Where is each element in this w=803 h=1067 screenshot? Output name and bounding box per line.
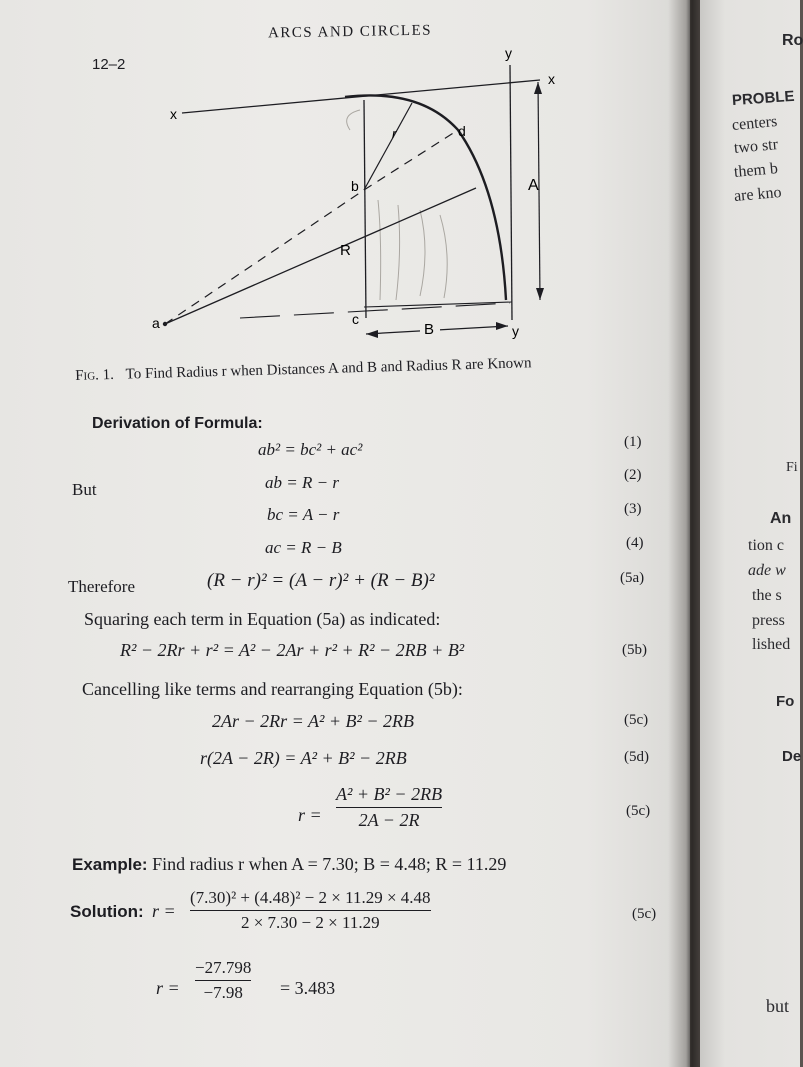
derivation-heading: Derivation of Formula: [92, 415, 263, 432]
equation-5b-number: (5b) [622, 642, 647, 658]
right-bottom-fragment: but [766, 996, 790, 1016]
solution-numerator: (7.30)² + (4.48)² − 2 × 11.29 × 4.48 [190, 888, 431, 907]
figure-caption-prefix: Fig. 1. [75, 366, 115, 384]
equation-2: ab = R − r [265, 473, 339, 492]
right-line-6: tion c [748, 537, 784, 554]
dashed-b-d [364, 130, 458, 190]
solution-fraction [190, 888, 431, 933]
right-header-fragment: Ro [782, 32, 803, 49]
x-left-label: x [170, 106, 177, 122]
equation-5e-denominator: 2A − 2R [358, 810, 420, 831]
right-line-8: the s [752, 587, 782, 604]
solution-denominator: 2 × 7.30 − 2 × 11.29 [240, 913, 380, 933]
therefore-label: Therefore [68, 577, 136, 596]
y-axis-line [510, 65, 512, 320]
but-label: But [72, 480, 97, 499]
label-B: B [424, 321, 435, 338]
equation-5a-number: (5a) [620, 570, 645, 586]
right-line-10: lished [752, 636, 791, 653]
page-number: 12–2 [92, 56, 126, 73]
right-line-9: press [752, 612, 785, 629]
arrow-a-top [534, 82, 542, 94]
geometry-figure [0, 0, 690, 360]
y-top-label: y [505, 45, 512, 61]
equation-4-number: (4) [626, 535, 644, 551]
right-line-4: them b [733, 160, 779, 181]
equation-5d-number: (5d) [624, 749, 649, 765]
right-fo-fragment: Fo [776, 693, 795, 710]
equation-1-number: (1) [624, 434, 642, 450]
equation-5e-numerator: A² + B² − 2RB [336, 784, 443, 804]
label-b: b [351, 178, 359, 194]
figure-caption: To Find Radius r when Distances A and B and Radius R are Known [125, 355, 532, 383]
solution-equation-number: (5c) [632, 906, 657, 922]
y-bottom-label: y [512, 323, 519, 339]
arc-curve [345, 95, 506, 300]
example-text: Find radius r when A = 7.30; B = 4.48; R = 11.29 [152, 854, 507, 874]
equation-1: ab² = bc² + ac² [258, 440, 363, 459]
result-lhs: r = [156, 978, 180, 998]
result-denominator: −7.98 [203, 983, 243, 1003]
result-numerator: −27.798 [195, 958, 252, 977]
equation-3: bc = A − r [267, 505, 340, 524]
example-label: Example: [72, 855, 148, 874]
result-value: = 3.483 [280, 978, 336, 998]
line-ac-dashed [240, 303, 510, 318]
right-line-3: two str [733, 136, 779, 157]
arrow-b-left [366, 330, 378, 338]
running-head: ARCS AND CIRCLES [267, 22, 433, 42]
label-d: d [458, 123, 466, 139]
label-a: a [152, 315, 160, 331]
equation-5e-number: (5c) [626, 803, 651, 819]
arrow-b-right [496, 322, 508, 330]
right-line-2: centers [731, 113, 778, 134]
right-line-5: are kno [733, 183, 783, 206]
equation-3-number: (3) [624, 501, 642, 517]
squaring-text: Squaring each term in Equation (5a) as indicated: [84, 609, 441, 629]
arrow-a-bottom [536, 288, 544, 300]
dashed-a-b [165, 190, 364, 324]
right-page [700, 0, 803, 1067]
equation-5d: r(2A − 2R) = A² + B² − 2RB [200, 748, 407, 768]
example-line [72, 854, 506, 875]
equation-5c: 2Ar − 2Rr = A² + B² − 2RB [212, 711, 415, 731]
label-R: R [340, 242, 351, 259]
solution-lhs: r = [152, 901, 176, 921]
radius-R-line [165, 188, 476, 324]
right-line-1: PROBLE [731, 87, 796, 110]
result-fraction [195, 958, 251, 1003]
cancel-text: Cancelling like terms and rearranging Equation (5b): [82, 679, 463, 699]
equation-5e-lhs: r = [298, 805, 322, 825]
equation-5b: R² − 2Rr + r² = A² − 2Ar + r² + R² − 2RB + B² [120, 640, 465, 660]
line-bc [364, 100, 366, 318]
right-de-fragment: De [782, 748, 802, 765]
label-A: A [528, 177, 539, 194]
equation-5c-number: (5c) [624, 712, 649, 728]
equation-4: ac = R − B [265, 538, 342, 557]
x-right-label: x [548, 71, 555, 87]
equation-5a: (R − r)² = (A − r)² + (R − B)² [207, 570, 435, 591]
label-c: c [352, 311, 359, 327]
right-line-7: ade w [748, 562, 786, 579]
equation-5e-fraction [336, 784, 442, 831]
solution-label: Solution: [70, 902, 144, 921]
label-r: r [392, 126, 397, 141]
radius-r-line [364, 103, 412, 190]
pencil-marks [347, 110, 448, 300]
right-fig-fragment: Fi [786, 460, 798, 475]
right-an-fragment: An [770, 510, 792, 527]
equation-2-number: (2) [624, 467, 642, 483]
